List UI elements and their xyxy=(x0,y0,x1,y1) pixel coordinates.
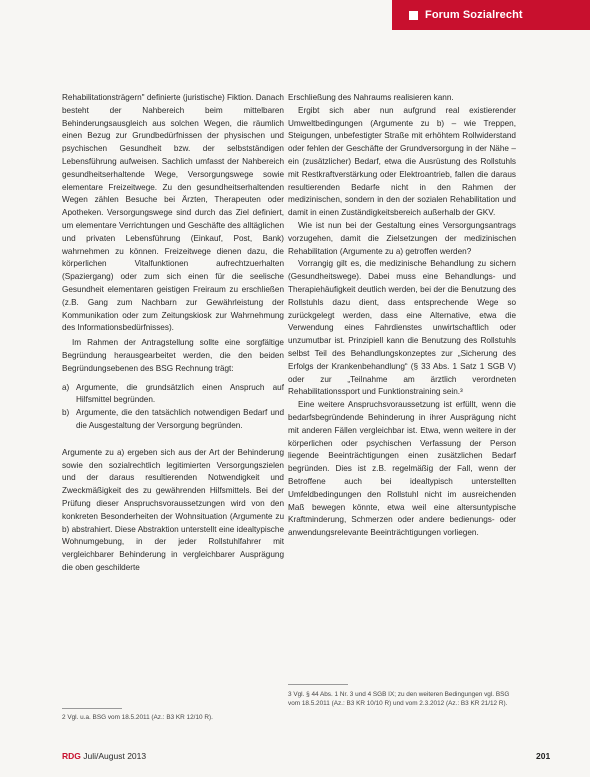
footnote: 3 Vgl. § 44 Abs. 1 Nr. 3 und 4 SGB IX; zu den weiteren Bedingungen vgl. BSG vom 18.5.2011 (Az.: B3 KR 10/10 R) und vom 2.3.2012 (Az.: B3 KR 21/12 R). xyxy=(288,691,510,707)
paragraph: Ergibt sich aber nun aufgrund real existierender Umweltbedingungen (Argumente zu b) – wie Treppen, Steigungen, unbefestigter Straße mit erhöhtem Rollwiderstand oder fehlen der Geschäfte der Grundversorgung in der Nähe – ein (zusätzlicher) Bedarf, etwa die Ausrüstung des Rollstuhls mit Restkraftverstärkung oder Elektroantrieb, fallen die daraus resultierenden Bedarfe nicht in den Rahmen der medizinischen, sondern in den der sozialen Rehabilitation und damit in einen Zuständigkeitsbereich außerhalb der GKV. xyxy=(288,105,516,218)
left-column xyxy=(62,92,284,575)
list-marker: b) xyxy=(62,408,70,418)
paragraph: Wie ist nun bei der Gestaltung eines Versorgungsantrags vorzugehen, damit die Zielsetzungen der medizinischen Rehabilitation (Argumente zu a) getroffen werden? xyxy=(288,220,516,256)
paragraph: Im Rahmen der Antragstellung sollte eine sorgfältige Begründung herausgearbeitet werden, die den beiden Begründungsebenen des BSG Rechnung trägt: xyxy=(62,338,284,373)
journal-brand: RDG xyxy=(62,751,81,761)
paragraph: Eine weitere Anspruchsvoraussetzung ist erfüllt, wenn die bedarfsbegründende Behinderung in ihrer Ausprägung nicht mit anderen Fällen vergleichbar ist. Etwa, wenn weitere in der körperlichen oder psychischen Verfassung der Person liegende Beeinträchtigungen einen zusätzlichen Bedarf begründen. Dies ist z.B. regelmäßig der Fall, wenn der Betroffene auch bei idealtypisch unterstellten Umfeldbedingungen den Rollstuhl nicht im ausreichenden Maß bewegen könnte, etwa weil eine altersuntypische Kraftminderung, Schmerzen oder andere bedienungs- oder anwendungsrelevante Beeinträchtigungen vorliegen. xyxy=(288,400,516,538)
list-item xyxy=(62,407,284,433)
footnote-divider xyxy=(62,708,122,709)
right-column xyxy=(288,92,516,540)
paragraph: Vorrangig gilt es, die medizinische Behandlung zu sichern (Gesundheitswege). Dabei muss eine Behandlungs- und Therapiehäufigkeit deutlich werden, bei der die Benutzung des Rollstuhls dazu dient, dass entsprechende Wege so zurückgelegt werden, dass eine Alternative, etwa die Verwendung eines Fahrdienstes unwirtschaftlich oder unzumutbar ist. Prinzipiell kann die Benutzung des Rollstuhls selbst Teil des Behandlungskonzeptes zur „Sicherung des Erfolgs der Krankenbehandlung“ (§ 33 Abs. 1 Satz 1 SGB V) oder zur „Teilnahme am ärztlich verordneten Rehabilitationssport und Funktionstraining sein.³ xyxy=(288,259,516,397)
list-item-text: Argumente, die den tatsächlich notwendigen Bedarf und die Ausgestaltung der Versorgung begründen. xyxy=(76,408,284,430)
section-header-bar xyxy=(392,0,590,30)
page-number: 201 xyxy=(536,751,551,761)
issue-line xyxy=(62,751,146,761)
paragraph: Argumente zu a) ergeben sich aus der Art der Behinderung sowie den sozialrechtlich legitimierten Versorgungszielen und der daraus resultierenden Notwendigkeit und Zweckmäßigkeit des zu gewährenden Hilfsmittels. Bei der Prüfung dieser Anspruchsvoraussetzungen wird von den konkreten Besonderheiten der Wohnsituation (Argumente zu b) abstrahiert. Diese Abstraktion unterstellt eine idealtypische Wohnumgebung, in der jeder Rollstuhlfahrer mit vergleichbarer Behinderung in vergleichbarer Ausprägung die oben geschilderte xyxy=(62,447,284,572)
paragraph: Rehabilitationsträgern" definierte (juristische) Fiktion. Danach besteht der Nahbereich beim mittelbaren Behinderungsausgleich aus solchen Wegen, die räumlich einen Bezug zur Grundbedürfnissen der physischen und psychischen Gesundheit bzw. der selbstständigen Lebensführung aufweisen. Sachlich umfasst der Nahbereich gesundheitserhaltende Wege, Versorgungswege sowie elementare Freizeitwege. Zu den gesundheitserhaltenden Wegen zählen Besuche bei Ärzten, Therapeuten oder Apotheken. Versorgungswege sind durch das Ziel definiert, um elementare Verrichtungen und Geschäfte des alltäglichen und privaten Lebensführung (Einkauf, Post, Bank) wahrnehmen zu können. Freizeitwege dienen dazu, die körperlichen Vitalfunktionen aufrechtzuerhalten (Spaziergang) oder zum sich einen für die seelische Gesundheit elementaren geistigen Freiraum zu erschließen (z.B. Gang zum Nachbarn zur Gewährleistung der Kommunikation oder zum Zeitungskiosk zur Wahrnehmung des Informationsbedürfnisses). xyxy=(62,93,284,333)
argument-list xyxy=(62,382,284,433)
list-marker: a) xyxy=(62,382,70,392)
issue-date: Juli/August 2013 xyxy=(80,751,147,761)
paragraph: Erschließung des Nahraums realisieren kann. xyxy=(288,93,454,102)
square-bullet-icon xyxy=(409,11,418,20)
list-item xyxy=(62,382,284,408)
footnote-divider xyxy=(288,684,348,685)
list-item-text: Argumente, die grundsätzlich einen Anspruch auf Hilfsmittel begründen. xyxy=(76,382,284,405)
footnote: 2 Vgl. u.a. BSG vom 18.5.2011 (Az.: B3 KR 12/10 R). xyxy=(62,714,213,721)
section-title: Forum Sozialrecht xyxy=(425,9,523,21)
